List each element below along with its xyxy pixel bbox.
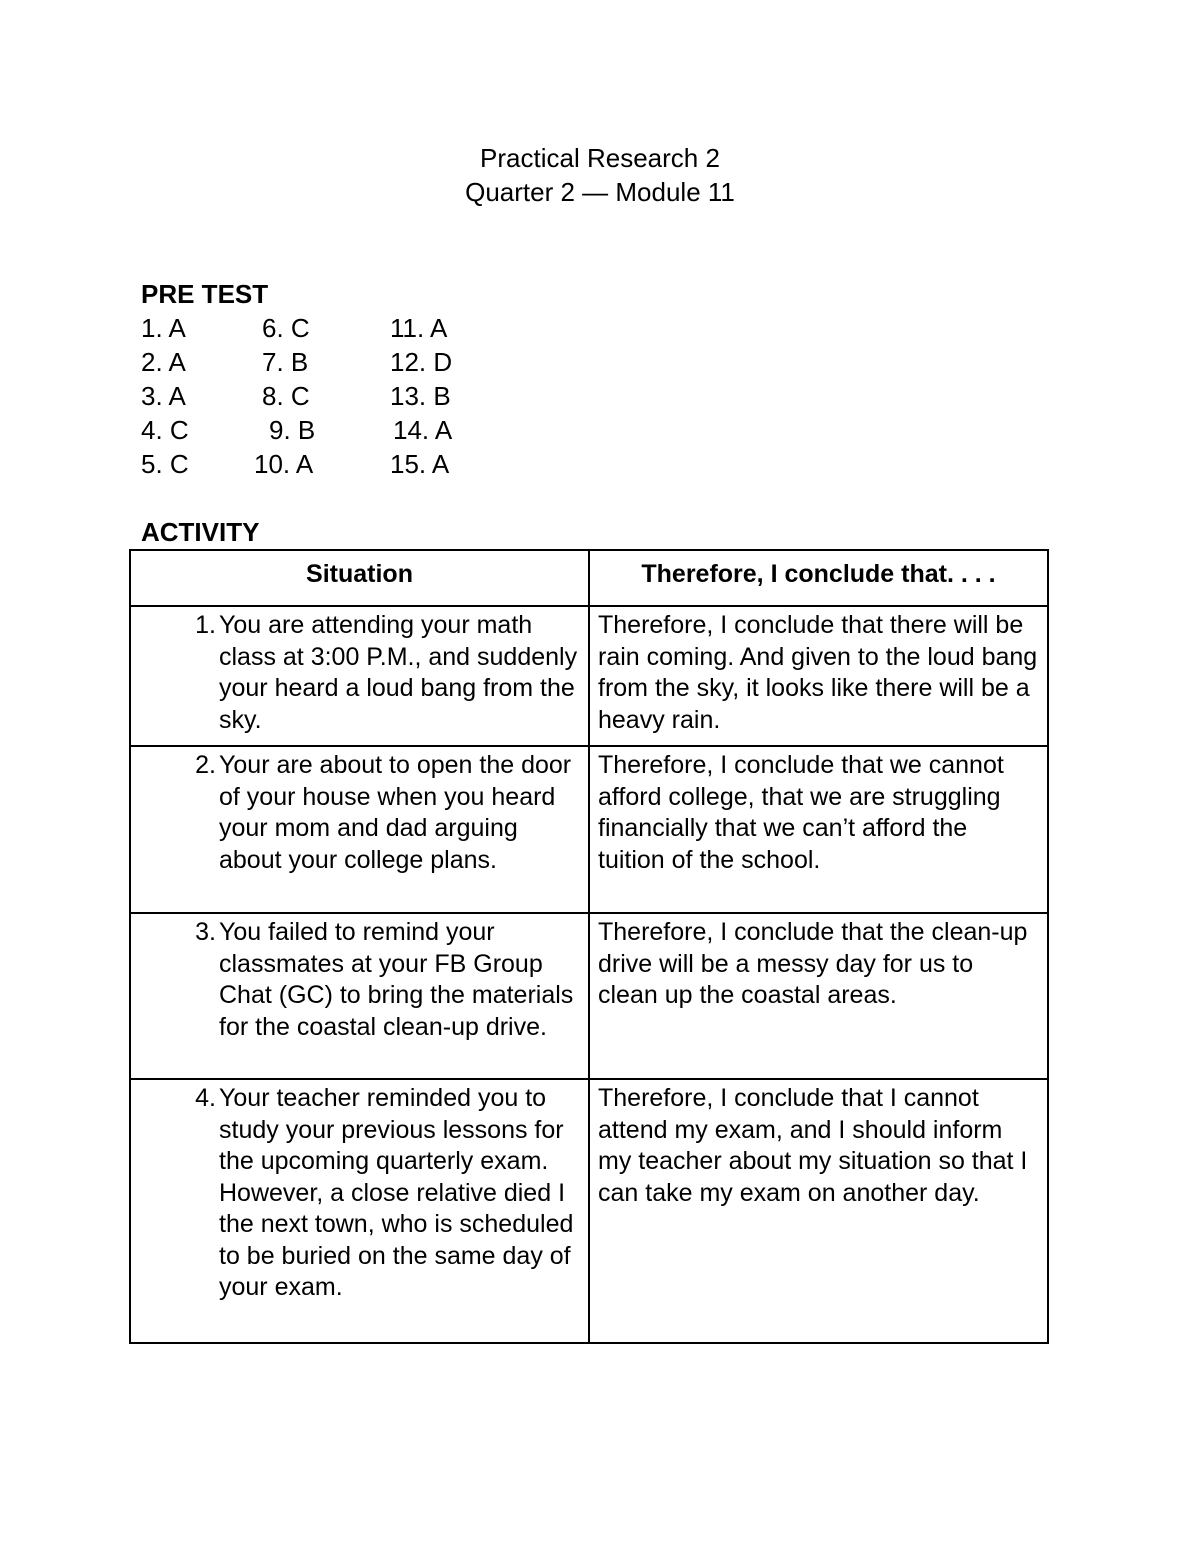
pretest-answer: 9. B — [269, 415, 316, 445]
situation-cell — [130, 606, 589, 746]
row-number: 2. — [195, 751, 216, 779]
conclusion-cell: Therefore, I conclude that there will be rain coming. And given to the loud bang from the sky, it looks like there will be a heavy rain. — [589, 606, 1048, 746]
pretest-answer: 1. A — [141, 313, 186, 343]
pretest-answer: 6. C — [262, 313, 310, 343]
table-row — [130, 913, 1048, 1079]
conclusion-cell: Therefore, I conclude that the clean-up drive will be a messy day for us to clean up the coastal areas. — [589, 913, 1048, 1079]
pretest-heading: PRE TEST — [141, 279, 269, 309]
pretest-answer: 13. B — [390, 381, 451, 411]
row-number: 4. — [195, 1084, 216, 1112]
situation-cell — [130, 746, 589, 913]
pretest-answer: 15. A — [390, 449, 450, 479]
situation-text: You failed to remind your classmates at your FB Group Chat (GC) to bring the materials for the coastal clean-up drive. — [219, 918, 574, 1041]
pretest-answer: 10. A — [254, 449, 314, 479]
pretest-answer: 2. A — [141, 347, 186, 377]
row-number: 3. — [195, 918, 216, 946]
situation-text: Your are about to open the door of your house when you heard your mom and dad arguing about your college plans. — [219, 751, 572, 874]
pretest-answer: 5. C — [141, 449, 189, 479]
table-row — [130, 606, 1048, 746]
situation-cell — [130, 913, 589, 1079]
pretest-answer: 4. C — [141, 415, 189, 445]
activity-table-header-row — [130, 550, 1048, 606]
situation-text: You are attending your math class at 3:00 P.M., and suddenly your heard a loud bang from the sky. — [219, 611, 578, 734]
table-row — [130, 746, 1048, 913]
document-header — [0, 141, 1200, 209]
document-title: Practical Research 2 — [480, 143, 720, 173]
pretest-answer: 14. A — [393, 415, 453, 445]
row-number: 1. — [195, 611, 216, 639]
pretest-answer: 12. D — [390, 347, 453, 377]
conclusion-cell: Therefore, I conclude that I cannot attend my exam, and I should inform my teacher about my situation so that I can take my exam on another day. — [589, 1079, 1048, 1343]
pretest-answer: 11. A — [390, 313, 448, 343]
situation-text: Your teacher reminded you to study your previous lessons for the upcoming quarterly exam. However, a close relative died I the next town, who is scheduled to be buried on the same day of your exam. — [219, 1084, 574, 1301]
conclusion-cell: Therefore, I conclude that we cannot afford college, that we are struggling financially that we can’t afford the tuition of the school. — [589, 746, 1048, 913]
table-row — [130, 1079, 1048, 1343]
activity-heading: ACTIVITY — [141, 517, 260, 547]
situation-cell — [130, 1079, 589, 1343]
pretest-answer: 7. B — [262, 347, 309, 377]
pretest-answer: 3. A — [141, 381, 186, 411]
activity-table — [129, 549, 1049, 1344]
situation-column-header: Situation — [130, 550, 589, 606]
document-subtitle: Quarter 2 — Module 11 — [465, 177, 735, 207]
conclusion-column-header: Therefore, I conclude that. . . . — [589, 550, 1048, 606]
pretest-answer: 8. C — [262, 381, 310, 411]
